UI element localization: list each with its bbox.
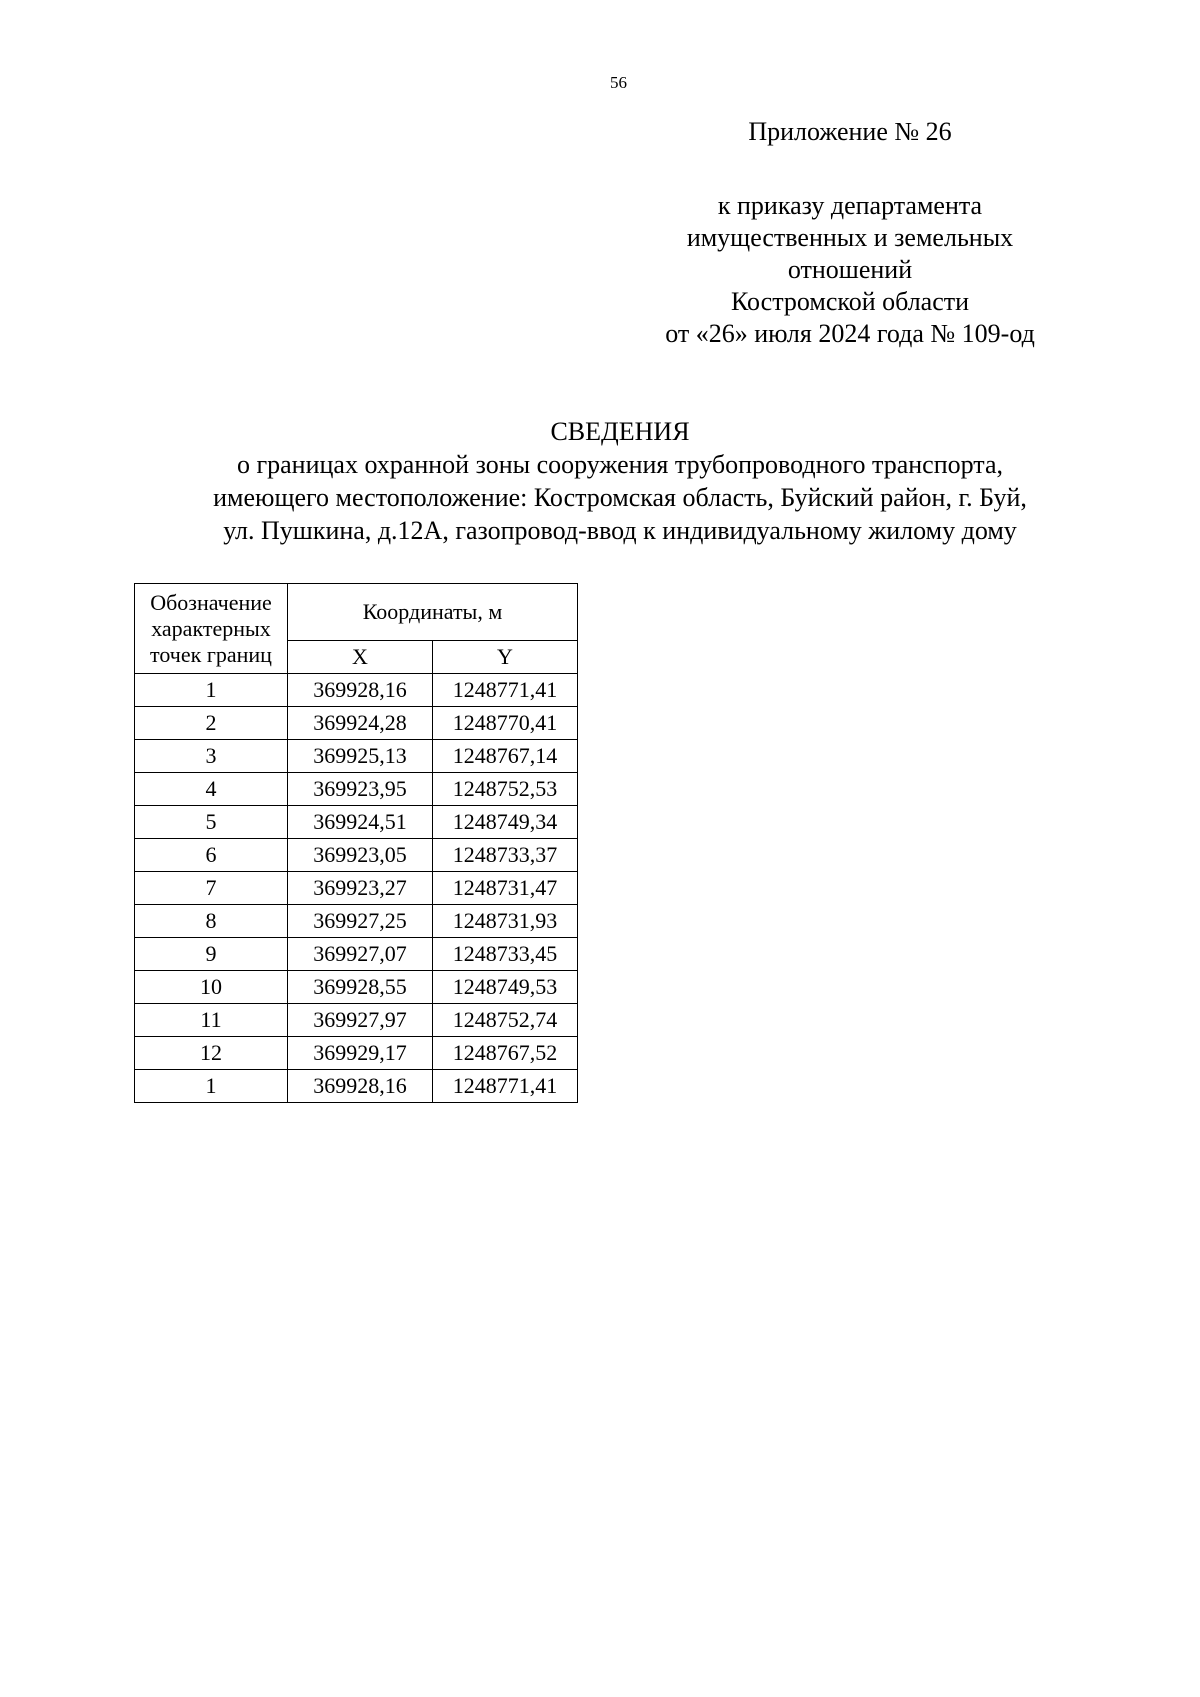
y-coordinate-cell: 1248749,53 bbox=[433, 971, 578, 1004]
point-number-cell: 4 bbox=[135, 773, 288, 806]
point-number-cell: 8 bbox=[135, 905, 288, 938]
y-coordinate-cell: 1248733,37 bbox=[433, 839, 578, 872]
order-line: от «26» июля 2024 года № 109-од bbox=[665, 319, 1035, 348]
order-line: отношений bbox=[787, 255, 913, 284]
table-row bbox=[135, 674, 578, 707]
y-coordinate-cell: 1248731,93 bbox=[433, 905, 578, 938]
x-coordinate-cell: 369923,05 bbox=[288, 839, 433, 872]
y-coordinate-cell: 1248767,52 bbox=[433, 1037, 578, 1070]
table-row bbox=[135, 1037, 578, 1070]
point-number-cell: 12 bbox=[135, 1037, 288, 1070]
appendix-title: Приложение № 26 bbox=[748, 117, 952, 146]
x-coordinate-cell: 369924,51 bbox=[288, 806, 433, 839]
point-number-cell: 1 bbox=[135, 1070, 288, 1103]
table-row bbox=[135, 707, 578, 740]
point-number-cell: 3 bbox=[135, 740, 288, 773]
y-coordinate-cell: 1248731,47 bbox=[433, 872, 578, 905]
table-row bbox=[135, 971, 578, 1004]
header-coordinates: Координаты, м bbox=[288, 584, 578, 641]
table-row bbox=[135, 872, 578, 905]
point-number-cell: 7 bbox=[135, 872, 288, 905]
heading-title: СВЕДЕНИЯ bbox=[550, 417, 690, 446]
y-coordinate-cell: 1248752,74 bbox=[433, 1004, 578, 1037]
point-number-cell: 6 bbox=[135, 839, 288, 872]
header-x: X bbox=[288, 641, 433, 674]
coordinates-table bbox=[134, 583, 578, 1103]
x-coordinate-cell: 369925,13 bbox=[288, 740, 433, 773]
page-number: 56 bbox=[610, 73, 627, 92]
order-line: Костромской области bbox=[730, 287, 970, 316]
point-number-cell: 1 bbox=[135, 674, 288, 707]
table-row bbox=[135, 1070, 578, 1103]
table-row bbox=[135, 938, 578, 971]
y-coordinate-cell: 1248749,34 bbox=[433, 806, 578, 839]
x-coordinate-cell: 369923,27 bbox=[288, 872, 433, 905]
point-number-cell: 9 bbox=[135, 938, 288, 971]
point-number-cell: 5 bbox=[135, 806, 288, 839]
coordinates-body bbox=[135, 674, 578, 1103]
heading-line: о границах охранной зоны сооружения трубопроводного транспорта, bbox=[236, 450, 1004, 479]
y-coordinate-cell: 1248771,41 bbox=[433, 674, 578, 707]
table-row bbox=[135, 905, 578, 938]
header-y: Y bbox=[433, 641, 578, 674]
x-coordinate-cell: 369923,95 bbox=[288, 773, 433, 806]
x-coordinate-cell: 369928,16 bbox=[288, 674, 433, 707]
order-line: к приказу департамента bbox=[717, 191, 983, 220]
x-coordinate-cell: 369924,28 bbox=[288, 707, 433, 740]
x-coordinate-cell: 369927,97 bbox=[288, 1004, 433, 1037]
document-heading bbox=[130, 415, 1110, 547]
x-coordinate-cell: 369928,55 bbox=[288, 971, 433, 1004]
heading-line: ул. Пушкина, д.12А, газопровод-ввод к индивидуальному жилому дому bbox=[223, 516, 1017, 545]
point-number-cell: 2 bbox=[135, 707, 288, 740]
x-coordinate-cell: 369927,25 bbox=[288, 905, 433, 938]
point-number-cell: 10 bbox=[135, 971, 288, 1004]
x-coordinate-cell: 369929,17 bbox=[288, 1037, 433, 1070]
point-number-cell: 11 bbox=[135, 1004, 288, 1037]
order-reference bbox=[600, 190, 1100, 350]
y-coordinate-cell: 1248752,53 bbox=[433, 773, 578, 806]
header-designation: Обозначение характерных точек границ bbox=[135, 584, 288, 674]
table-row bbox=[135, 740, 578, 773]
heading-line: имеющего местоположение: Костромская область, Буйский район, г. Буй, bbox=[213, 483, 1027, 512]
table-row bbox=[135, 773, 578, 806]
y-coordinate-cell: 1248767,14 bbox=[433, 740, 578, 773]
x-coordinate-cell: 369927,07 bbox=[288, 938, 433, 971]
y-coordinate-cell: 1248733,45 bbox=[433, 938, 578, 971]
y-coordinate-cell: 1248770,41 bbox=[433, 707, 578, 740]
y-coordinate-cell: 1248771,41 bbox=[433, 1070, 578, 1103]
table-row bbox=[135, 806, 578, 839]
order-line: имущественных и земельных bbox=[686, 223, 1014, 252]
table-row bbox=[135, 839, 578, 872]
x-coordinate-cell: 369928,16 bbox=[288, 1070, 433, 1103]
table-row bbox=[135, 1004, 578, 1037]
